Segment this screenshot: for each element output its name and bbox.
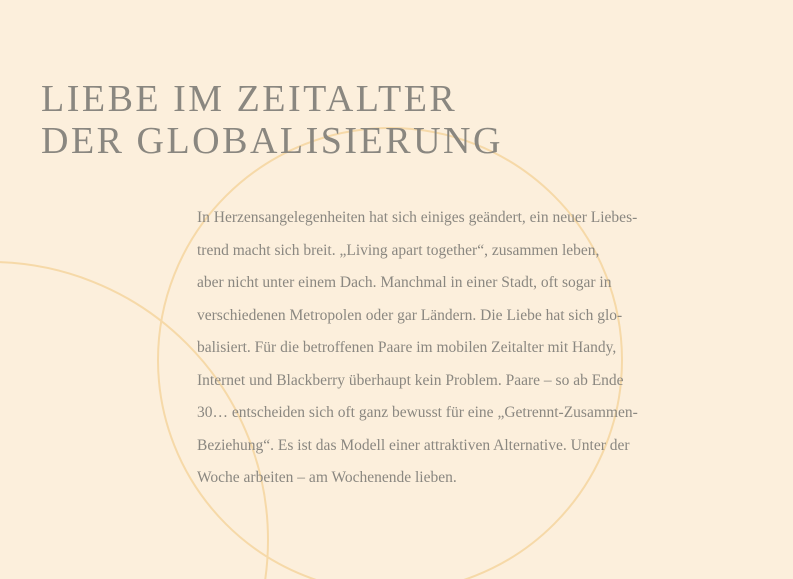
text-line: verschiedenen Metropolen oder gar Ländern. Die Liebe hat sich glo- <box>197 306 623 324</box>
text-line: Beziehung“. Es ist das Modell einer attraktiven Alternative. Unter der <box>197 436 630 454</box>
text-line: aber nicht unter einem Dach. Manchmal in einer Stadt, oft sogar in <box>197 274 612 291</box>
text-line: In Herzensangelegenheiten hat sich einiges geändert, ein neuer Liebes- <box>197 209 638 226</box>
text-line: Woche arbeiten – am Wochenende lieben. <box>197 469 457 486</box>
text-line: trend macht sich breit. „Living apart together“, zusammen leben, <box>197 241 600 259</box>
page-title <box>41 78 503 162</box>
title-line-2: DER GLOBALISIERUNG <box>41 120 503 162</box>
text-line: 30… entscheiden sich oft ganz bewusst für eine „Getrennt-Zusammen- <box>197 404 638 421</box>
text-line: Internet und Blackberry überhaupt kein Problem. Paare – so ab Ende <box>197 371 624 389</box>
title-line-1: LIEBE IM ZEITALTER <box>41 78 458 120</box>
text-line: balisiert. Für die betroffenen Paare im mobilen Zeitalter mit Handy, <box>197 339 617 356</box>
body-paragraph <box>197 202 717 495</box>
